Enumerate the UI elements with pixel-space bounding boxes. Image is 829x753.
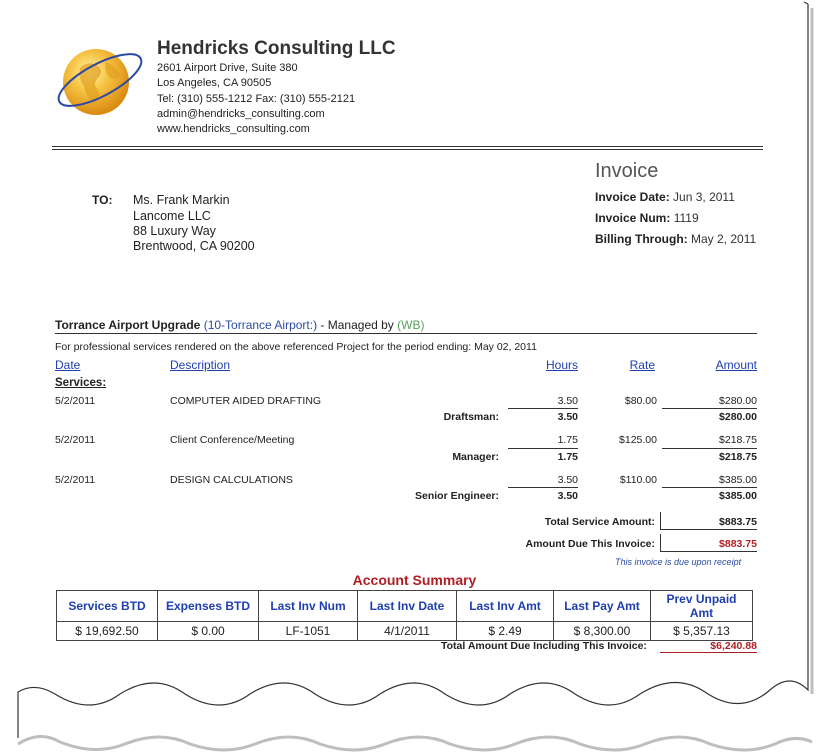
expenses-btd-value: $ 0.00 <box>158 622 259 641</box>
subtotal-rule <box>662 487 757 488</box>
header-last-inv-date: Last Inv Date <box>358 591 457 622</box>
header-last-inv-amt: Last Inv Amt <box>457 591 554 622</box>
account-summary-header-row <box>57 591 753 622</box>
due-rule <box>660 551 757 552</box>
prev-unpaid-amt-value: $ 5,357.13 <box>651 622 753 641</box>
grand-total-value: $6,240.88 <box>710 640 757 652</box>
recipient-company: Lancome LLC <box>133 209 211 223</box>
company-phone-fax: Tel: (310) 555-1212 Fax: (310) 555-2121 <box>157 93 356 105</box>
invoice-num-label: Invoice Num: <box>595 211 671 225</box>
service-amount: $385.00 <box>719 474 757 486</box>
service-period-text: For professional services rendered on the above referenced Project for the period ending: May 02, 2011 <box>55 341 537 353</box>
role-label: Senior Engineer: <box>414 490 499 502</box>
role-hours-subtotal: 3.50 <box>557 411 578 423</box>
recipient-name: Ms. Frank Markin <box>133 193 230 207</box>
globe-logo-icon <box>48 38 148 128</box>
invoice-date-value: Jun 3, 2011 <box>673 190 735 204</box>
header-prev-unpaid-amt: Prev Unpaid Amt <box>651 591 753 622</box>
col-header-description: Description <box>170 358 231 372</box>
header-services-btd: Services BTD <box>57 591 158 622</box>
header-divider <box>52 146 763 147</box>
project-code: (10-Torrance Airport:) <box>203 318 318 332</box>
service-date: 5/2/2011 <box>55 434 96 446</box>
role-hours-subtotal: 3.50 <box>557 490 578 502</box>
invoice-num-value: 1119 <box>673 211 699 225</box>
last-inv-num-value: LF-1051 <box>259 622 358 641</box>
service-description: DESIGN CALCULATIONS <box>170 474 293 486</box>
total-rule <box>660 529 757 530</box>
billing-through <box>595 232 756 246</box>
service-description: COMPUTER AIDED DRAFTING <box>170 395 322 407</box>
amount-due-value: $883.75 <box>719 538 757 550</box>
invoice-number <box>595 211 699 225</box>
role-amount-subtotal: $218.75 <box>719 451 757 463</box>
service-hours: 1.75 <box>557 434 578 446</box>
service-date: 5/2/2011 <box>55 395 96 407</box>
col-header-rate: Rate <box>629 358 655 372</box>
amount-due-label: Amount Due This Invoice: <box>525 538 655 550</box>
service-rate: $80.00 <box>624 395 657 407</box>
company-website: www.hendricks_consulting.com <box>157 123 310 135</box>
managed-by-text: - Managed by <box>320 318 394 332</box>
grand-total-rule <box>660 652 757 653</box>
total-service-label: Total Service Amount: <box>544 516 655 528</box>
account-summary-title: Account Summary <box>352 572 477 588</box>
recipient-street: 88 Luxury Way <box>133 224 216 238</box>
invoice-title: Invoice <box>595 160 659 182</box>
company-address-line: 2601 Airport Drive, Suite 380 <box>157 62 298 74</box>
subtotal-rule <box>662 408 757 409</box>
service-hours: 3.50 <box>557 474 578 486</box>
subtotal-rule <box>508 408 578 409</box>
last-pay-amt-value: $ 8,300.00 <box>554 622 651 641</box>
due-box-edge <box>660 534 661 551</box>
company-name: Hendricks Consulting LLC <box>157 38 396 59</box>
service-rate: $110.00 <box>619 474 657 486</box>
total-service-value: $883.75 <box>719 516 757 528</box>
header-last-inv-num: Last Inv Num <box>259 591 358 622</box>
subtotal-rule <box>508 487 578 488</box>
service-amount: $280.00 <box>719 395 757 407</box>
to-label: TO: <box>92 193 113 207</box>
project-name: Torrance Airport Upgrade <box>55 318 201 332</box>
service-hours: 3.50 <box>557 395 578 407</box>
role-amount-subtotal: $385.00 <box>719 490 757 502</box>
service-description: Client Conference/Meeting <box>170 434 295 446</box>
total-box-edge <box>660 512 661 529</box>
role-label: Draftsman: <box>443 411 499 423</box>
col-header-amount: Amount <box>715 358 757 372</box>
project-divider <box>55 333 757 334</box>
invoice-date-label: Invoice Date: <box>595 190 670 204</box>
recipient-city: Brentwood, CA 90200 <box>133 239 255 253</box>
col-header-hours: Hours <box>545 358 578 372</box>
services-section-label: Services: <box>55 377 107 389</box>
col-header-date: Date <box>55 358 81 372</box>
service-rate: $125.00 <box>619 434 657 446</box>
grand-total-label: Total Amount Due Including This Invoice: <box>441 640 647 652</box>
company-email: admin@hendricks_consulting.com <box>157 108 325 120</box>
billing-through-label: Billing Through: <box>595 232 688 246</box>
project-manager: (WB) <box>397 318 425 332</box>
company-address-line: Los Angeles, CA 90505 <box>157 77 272 89</box>
due-upon-receipt-note: This invoice is due upon receipt <box>615 557 742 567</box>
project-line <box>55 318 424 332</box>
header-expenses-btd: Expenses BTD <box>158 591 259 622</box>
invoice-date <box>595 190 735 204</box>
account-summary-table <box>56 590 753 641</box>
billing-through-value: May 2, 2011 <box>691 232 757 246</box>
subtotal-rule <box>508 448 578 449</box>
account-summary-value-row <box>57 622 753 641</box>
subtotal-rule <box>662 448 757 449</box>
services-btd-value: $ 19,692.50 <box>57 622 158 641</box>
role-amount-subtotal: $280.00 <box>719 411 757 423</box>
last-inv-amt-value: $ 2.49 <box>457 622 554 641</box>
last-inv-date-value: 4/1/2011 <box>358 622 457 641</box>
role-label: Manager: <box>452 451 499 463</box>
role-hours-subtotal: 1.75 <box>557 451 578 463</box>
service-amount: $218.75 <box>719 434 757 446</box>
service-date: 5/2/2011 <box>55 474 96 486</box>
header-divider <box>52 149 763 150</box>
header-last-pay-amt: Last Pay Amt <box>554 591 651 622</box>
